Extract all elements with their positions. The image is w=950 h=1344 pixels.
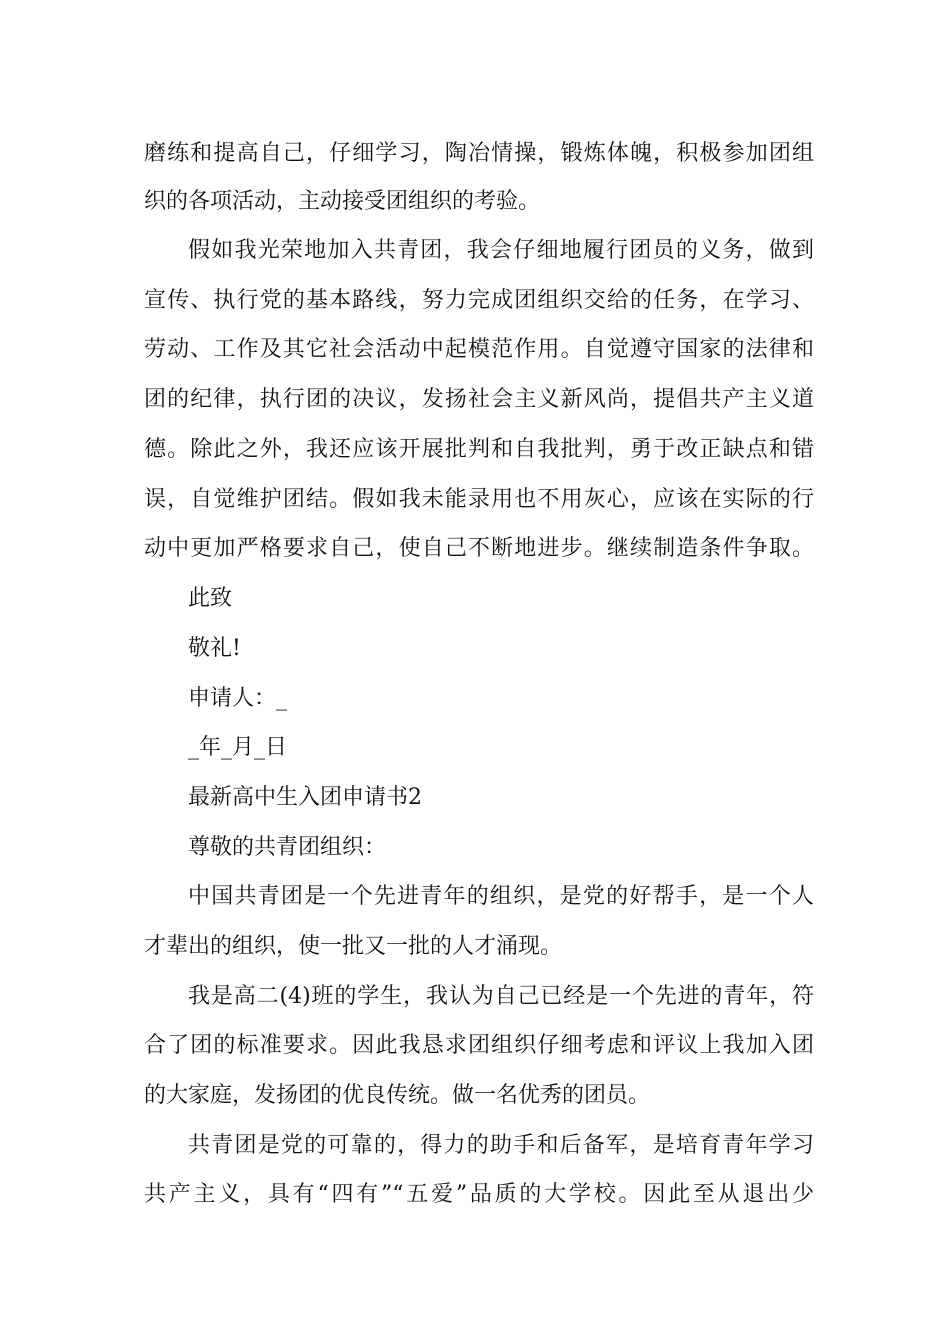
body-line: 共产主义，具有“四有”“五爱”品质的大学校。因此至从退出少 [144,1182,814,1207]
body-line: 织的各项活动，主动接受团组织的考验。 [144,189,541,214]
paragraph-first-line: 共青团是党的可靠的，得力的助手和后备军，是培育青年学习 [188,1133,814,1158]
body-line: 德。除此之外，我还应该开展批判和自我批判，勇于改正缺点和错 [144,437,814,462]
date-line: _年_月_日 [188,735,288,760]
body-line: 误，自觉维护团结。假如我未能录用也不用灰心，应该在实际的行 [144,487,814,512]
body-line: 宣传、执行党的基本路线，努力完成团组织交给的任务，在学习、 [144,288,814,313]
body-line: 劳动、工作及其它社会活动中起模范作用。自觉遵守国家的法律和 [144,337,814,362]
body-line: 磨练和提高自己，仔细学习，陶冶情操，锻炼体魄，积极参加团组 [144,141,814,166]
paragraph-first-line: 中国共青团是一个先进青年的组织，是党的好帮手，是一个人 [188,884,814,909]
body-line: 团的纪律，执行团的决议，发扬社会主义新风尚，提倡共产主义道 [144,387,814,412]
paragraph-first-line: 我是高二(4)班的学生，我认为自己已经是一个先进的青年，符 [188,984,814,1009]
section-title: 最新高中生入团申请书2 [188,785,422,810]
closing-line: 此致 [188,586,233,611]
paragraph-first-line: 假如我光荣地加入共青团，我会仔细地履行团员的义务，做到 [188,238,814,263]
applicant-line: 申请人：_ [188,686,288,711]
body-line: 动中更加严格要求自己，使自己不断地进步。继续制造条件争取。 [144,536,814,561]
body-line: 合了团的标准要求。因此我恳求团组织仔细考虑和评议上我加入团 [144,1033,814,1058]
salutation-line: 敬礼! [188,636,241,661]
body-line: 的大家庭，发扬团的优良传统。做一名优秀的团员。 [144,1083,651,1108]
body-line: 才辈出的组织，使一批又一批的人才涌现。 [144,934,563,959]
greeting-line: 尊敬的共青团组织： [188,835,387,860]
